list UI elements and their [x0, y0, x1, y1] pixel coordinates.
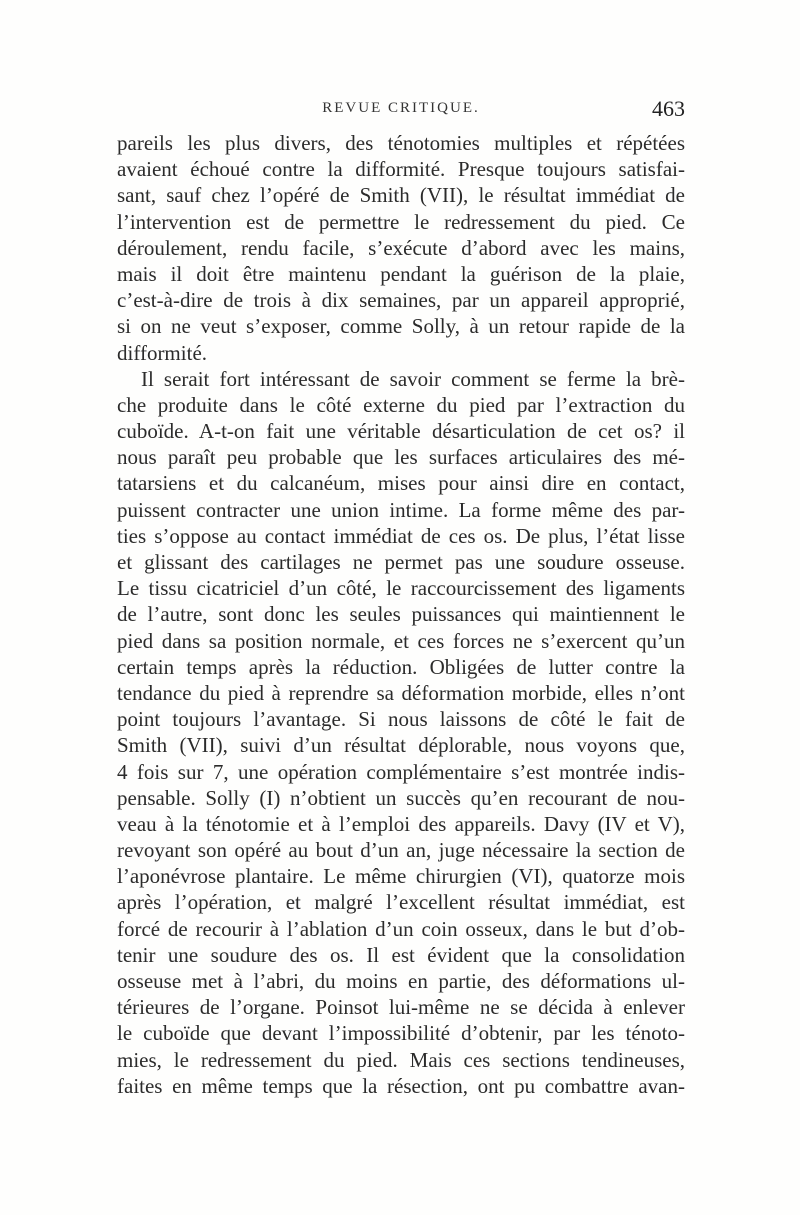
text-line: mies, le redressement du pied. Mais ces sections tendineuses, [117, 1047, 685, 1072]
text-line: nous paraît peu probable que les surfaces articulaires des mé- [117, 445, 685, 470]
text-line: l’intervention est de permettre le redressement du pied. Ce [117, 209, 685, 234]
text-line: tenir une soudure des os. Il est évident que la consolidation [117, 942, 685, 967]
running-head [117, 96, 685, 126]
text-line: avaient échoué contre la difformité. Presque toujours satisfai- [117, 157, 685, 182]
text-line: cuboïde. A-t-on fait une véritable désarticulation de cet os? il [117, 419, 685, 444]
text-line: sant, sauf chez l’opéré de Smith (VII), le résultat immédiat de [117, 183, 685, 208]
text-line: ties s’oppose au contact immédiat de ces os. De plus, l’état lisse [117, 523, 685, 548]
body-text [117, 130, 685, 1099]
running-title: REVUE CRITIQUE. [322, 100, 480, 116]
text-line: che produite dans le côté externe du pied par l’extraction du [117, 392, 685, 417]
text-line: le cuboïde que devant l’impossibilité d’obtenir, par les ténoto- [117, 1021, 685, 1046]
text-line: veau à la ténotomie et à l’emploi des appareils. Davy (IV et V), [117, 811, 685, 836]
text-line: pensable. Solly (I) n’obtient un succès qu’en recourant de nou- [117, 785, 685, 810]
text-line: mais il doit être maintenu pendant la guérison de la plaie, [117, 261, 685, 286]
text-line: Le tissu cicatriciel d’un côté, le raccourcissement des ligaments [117, 576, 685, 601]
text-line: si on ne veut s’exposer, comme Solly, à un retour rapide de la [117, 314, 685, 339]
text-line: après l’opération, et malgré l’excellent résultat immédiat, est [117, 890, 685, 915]
text-line: tendance du pied à reprendre sa déformation morbide, elles n’ont [117, 680, 685, 705]
paragraph-end-line: difformité. [117, 340, 208, 365]
text-line: térieures de l’organe. Poinsot lui-même ne se décida à enlever [117, 995, 685, 1020]
text-line: revoyant son opéré au bout d’un an, juge nécessaire la section de [117, 838, 685, 863]
text-line: tatarsiens et du calcanéum, mises pour ainsi dire en contact, [117, 471, 685, 496]
text-line: de l’autre, sont donc les seules puissances qui maintiennent le [117, 602, 685, 627]
text-line: déroulement, rendu facile, s’exécute d’abord avec les mains, [117, 235, 685, 260]
paragraph-start-line: Il serait fort intéressant de savoir comment se ferme la brè- [141, 366, 685, 391]
text-line: certain temps après la réduction. Obligées de lutter contre la [117, 654, 685, 679]
text-line: et glissant des cartilages ne permet pas une soudure osseuse. [117, 550, 685, 574]
page-number: 463 [652, 96, 685, 121]
text-line: faites en même temps que la résection, ont pu combattre avan- [117, 1073, 685, 1098]
text-line: pied dans sa position normale, et ces forces ne s’exercent qu’un [117, 628, 685, 653]
text-line: forcé de recourir à l’ablation d’un coin osseux, dans le but d’ob- [117, 916, 685, 941]
text-line: Smith (VII), suivi d’un résultat déplorable, nous voyons que, [117, 733, 685, 758]
text-line: pareils les plus divers, des ténotomies multiples et répétées [117, 131, 685, 155]
text-line: puissent contracter une union intime. La forme même des par- [117, 497, 685, 522]
text-line: c’est-à-dire de trois à dix semaines, par un appareil approprié, [117, 288, 685, 313]
text-line: osseuse met à l’abri, du moins en partie, des déformations ul- [117, 969, 685, 993]
text-line: point toujours l’avantage. Si nous laissons de côté le fait de [117, 707, 685, 732]
text-line: 4 fois sur 7, une opération complémentaire s’est montrée indis- [117, 759, 685, 784]
text-line: l’aponévrose plantaire. Le même chirurgien (VI), quatorze mois [117, 864, 685, 889]
